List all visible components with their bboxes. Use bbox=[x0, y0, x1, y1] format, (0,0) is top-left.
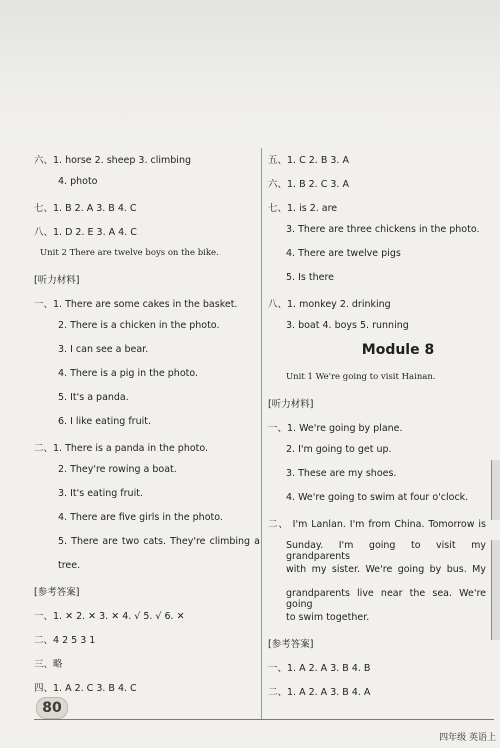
passage-line-1: 二、 I'm Lanlan. I'm from China. Tomorrow is bbox=[268, 519, 486, 530]
page-number: 80 bbox=[36, 697, 68, 719]
listening-1-item-1: 一、1. There are some cakes in the basket. bbox=[34, 299, 238, 310]
section-5-answers: 五、1. C 2. B 3. A bbox=[268, 155, 349, 166]
footer-rule bbox=[34, 719, 494, 720]
listening-2-item-5: 5. There are two cats. They're climbing a bbox=[58, 536, 260, 547]
page-top-shade bbox=[0, 0, 500, 140]
listening-1-item-2: 2. I'm going to get up. bbox=[286, 444, 392, 455]
section-6-line-1: 六、1. horse 2. sheep 3. climbing bbox=[34, 155, 191, 166]
answer-section-3: 三、略 bbox=[34, 659, 63, 670]
section-8-line-1: 八、1. monkey 2. drinking bbox=[268, 299, 391, 310]
adjacent-page-edge bbox=[491, 460, 500, 520]
listening-1-item-1: 一、1. We're going by plane. bbox=[268, 423, 403, 434]
section-7-answers: 七、1. B 2. A 3. B 4. C bbox=[34, 203, 137, 214]
passage-line-5: to swim together. bbox=[286, 612, 370, 623]
unit-1-title: Unit 1 We're going to visit Hainan. bbox=[286, 372, 436, 382]
answer-key-heading: [参考答案] bbox=[34, 587, 80, 598]
adjacent-page-edge bbox=[491, 540, 500, 640]
listening-1-item-5: 5. It's a panda. bbox=[58, 392, 129, 403]
section-6-answers: 六、1. B 2. C 3. A bbox=[268, 179, 349, 190]
answer-section-1: 一、1. ✕ 2. ✕ 3. ✕ 4. √ 5. √ 6. ✕ bbox=[34, 611, 185, 622]
unit-2-title: Unit 2 There are twelve boys on the bike. bbox=[40, 248, 219, 258]
listening-2-item-3: 3. It's eating fruit. bbox=[58, 488, 143, 499]
column-divider bbox=[261, 148, 262, 720]
section-6-line-2: 4. photo bbox=[58, 176, 98, 187]
module-title: Module 8 bbox=[361, 342, 435, 358]
listening-2-item-1: 二、1. There is a panda in the photo. bbox=[34, 443, 209, 454]
listening-1-item-2: 2. There is a chicken in the photo. bbox=[58, 320, 220, 331]
section-7-line-5: 5. Is there bbox=[286, 272, 334, 283]
section-7-line-4: 4. There are twelve pigs bbox=[286, 248, 401, 259]
listening-1-item-3: 3. I can see a bear. bbox=[58, 344, 149, 355]
answer-section-2: 二、4 2 5 3 1 bbox=[34, 635, 96, 646]
passage-line-2: Sunday. I'm going to visit my grandparents bbox=[286, 540, 486, 562]
passage-line-3: with my sister. We're going by bus. My bbox=[286, 564, 486, 575]
listening-1-item-4: 4. We're going to swim at four o'clock. bbox=[286, 492, 469, 503]
answer-key-heading: [参考答案] bbox=[268, 639, 314, 650]
listening-1-item-6: 6. I like eating fruit. bbox=[58, 416, 151, 427]
footer-label: 四年级 英语上 bbox=[439, 733, 496, 743]
listening-heading: [听力材料] bbox=[34, 275, 80, 286]
listening-heading: [听力材料] bbox=[268, 399, 314, 410]
answer-section-1: 一、1. A 2. A 3. B 4. B bbox=[268, 663, 371, 674]
listening-2-item-2: 2. They're rowing a boat. bbox=[58, 464, 177, 475]
answer-section-4: 四、1. A 2. C 3. B 4. C bbox=[34, 683, 137, 694]
answer-section-2: 二、1. A 2. A 3. B 4. A bbox=[268, 687, 371, 698]
section-8-line-3: 3. boat 4. boys 5. running bbox=[286, 320, 409, 331]
section-8-answers: 八、1. D 2. E 3. A 4. C bbox=[34, 227, 137, 238]
listening-2-item-5-cont: tree. bbox=[58, 560, 81, 571]
section-7-line-3: 3. There are three chickens in the photo. bbox=[286, 224, 480, 235]
section-7-line-1: 七、1. is 2. are bbox=[268, 203, 338, 214]
listening-1-item-3: 3. These are my shoes. bbox=[286, 468, 397, 479]
listening-1-item-4: 4. There is a pig in the photo. bbox=[58, 368, 199, 379]
passage-line-4: grandparents live near the sea. We're going bbox=[286, 588, 486, 610]
listening-2-item-4: 4. There are five girls in the photo. bbox=[58, 512, 223, 523]
